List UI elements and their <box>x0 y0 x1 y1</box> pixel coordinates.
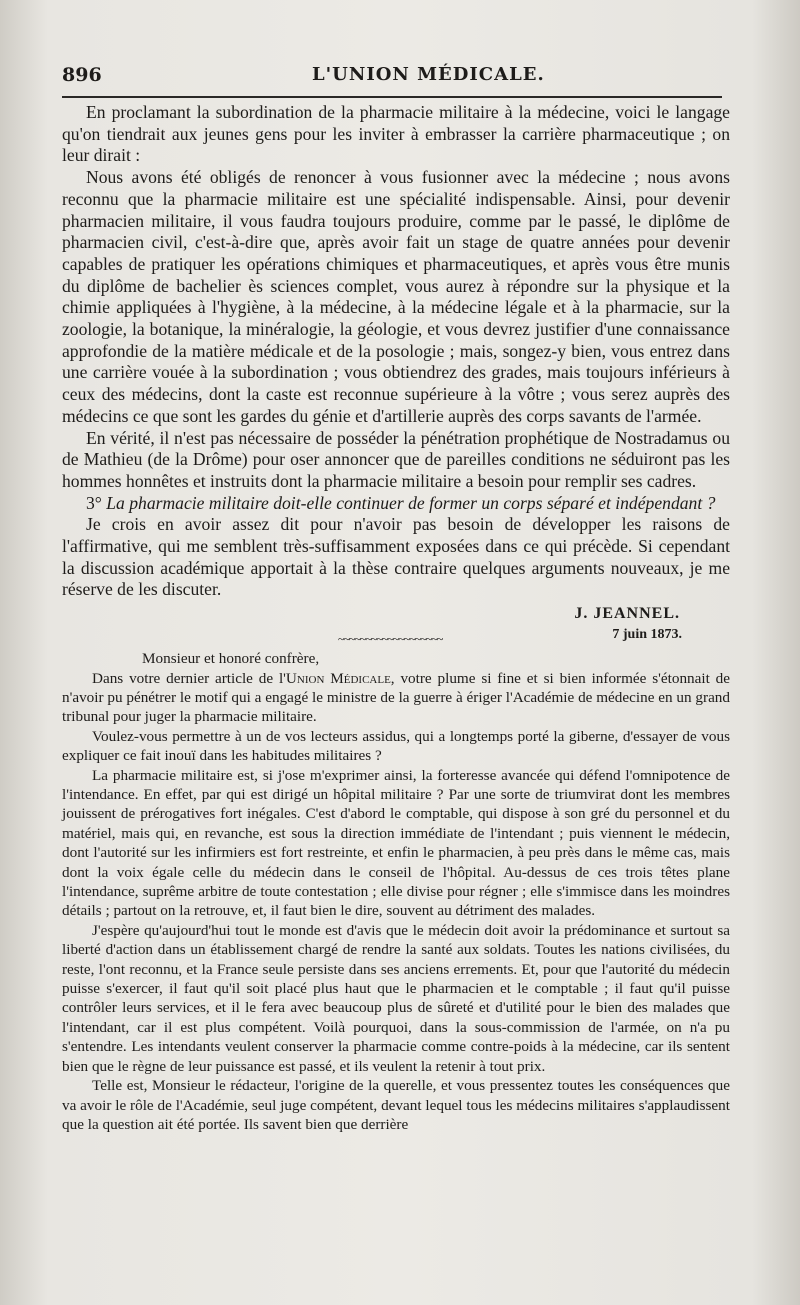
question-number: 3° <box>86 492 102 513</box>
header-rule <box>62 96 722 98</box>
letter <box>62 649 730 1134</box>
paragraph: Nous avons été obligés de renoncer à vous fusionner avec la médecine ; nous avons reconnu que la pharmacie militaire est une spécialité indispensable. Ainsi, pour devenir pharmacien militaire, il vous faudra toujours produire, comme par le passé, le diplôme de pharmacien civil, c'est-à-dire que, après avoir fait un stage de quatre années pour devenir capables de pratiquer les opérations chimiques et pharmaceutiques, et après vous être munis du diplôme de bachelier ès sciences complet, vous aurez à répondre sur la physique et la chimie appliquées à l'hygiène, à la médecine, à la médecine légale et à la pharmacie, sur la zoologie, la botanique, la minéralogie, la géologie, et vous devrez justifier d'une connaissance approfondie de la matière médicale et de la posologie ; mais, songez-y bien, vous entrez dans une carrière vouée à la subordination ; vous obtiendrez des grades, mais toujours inférieurs à ceux des médecins, dont la caste est reconnue supérieure à la vôtre ; vous serez auprès des médecins ce que sont les gardes du génie et d'artillerie auprès des corps savants de l'armée. <box>62 167 730 426</box>
article-part-1 <box>62 102 730 601</box>
page-header <box>62 62 742 92</box>
journal-name: Union Médicale <box>285 669 391 687</box>
letter-date: 7 juin 1873. <box>612 627 682 643</box>
ornament-rule: ~~~~~~~~~~~~~~~~~~~ <box>338 632 443 647</box>
separator <box>62 627 730 649</box>
paragraph: Telle est, Monsieur le rédacteur, l'origine de la querelle, et vous pressentez toutes les conséquences que va avoir le rôle de l'Académie, seul juge compétent, devant lequel tous les médecins militaires s'applaudissent que la question ait été portée. Ils savent bien que derrière <box>62 1077 730 1133</box>
paragraph-fragment: Dans votre dernier article de l' <box>92 669 286 687</box>
page-number: 896 <box>62 64 102 86</box>
paragraph: Voulez-vous permettre à un de vos lecteurs assidus, qui a longtemps porté la giberne, d'essayer de vous expliquer ce fait inouï dans les habitudes militaires ? <box>62 727 730 765</box>
running-title: L'UNION MÉDICALE. <box>312 64 545 85</box>
salutation: Monsieur et honoré confrère, <box>142 650 320 668</box>
paragraph <box>62 669 730 727</box>
paragraph: En proclamant la subordination de la pharmacie militaire à la médecine, voici le langage qu'on tiendrait aux jeunes gens pour les inviter à embrasser la carrière pharmaceutique ; on leur dirait : <box>62 102 730 166</box>
paragraph: En vérité, il n'est pas nécessaire de posséder la pénétration prophétique de Nostradamus ou de Mathieu (de la Drôme) pour oser annoncer que de pareilles conditions ne séduiront pas les hommes honnêtes et instruits dont la pharmacie militaire a besoin pour remplir ses cadres. <box>62 427 730 491</box>
paragraph: Je crois en avoir assez dit pour n'avoir pas besoin de développer les raisons de l'affirmative, qui me semblent très-suffisamment exposées dans ce qui précède. Si cependant la discussion académique apportait à la thèse contraire quelques arguments nouveaux, je me réserve de les discuter. <box>62 514 730 600</box>
question-heading <box>62 493 730 515</box>
question-text: La pharmacie militaire doit-elle continuer de former un corps séparé et indépendant ? <box>106 492 716 513</box>
article-body <box>62 102 730 1134</box>
author-signature: J. JEANNEL. <box>574 605 680 623</box>
paragraph: La pharmacie militaire est, si j'ose m'exprimer ainsi, la forteresse avancée qui défend l'omnipotence de l'intendance. En effet, par qui est dirigé un hôpital militaire ? Par une sorte de triumvirat dont les membres jouissent de prérogatives fort inégales. C'est d'abord le comptable, qui dispose à son gré du personnel et du matériel, mais qui, en revanche, est sous la direction immédiate de l'intendant ; puis viennent le médecin, dont l'autorité sur les infirmiers est fort restreinte, et enfin le pharmacien, à peu près dans le même cas, mais dont la voix égale celle du médecin dans le conseil de l'hôpital. Au-dessus de ces trois têtes plane l'intendance, suprême arbitre de toute contestation ; elle divise pour régner ; elle s'immisce dans les moindres détails ; partout on la retrouve, et, il faut bien le dire, souvent au détriment des malades. <box>62 766 730 920</box>
paragraph-fragment: , votre plume si fine et si bien informée s'étonnait de n'avoir pu pénétrer le motif qui a engagé le ministre de la guerre à ériger l'Académie de médecine en un grand tribunal pour juger la pharmacie militaire. <box>62 669 730 726</box>
paragraph: J'espère qu'aujourd'hui tout le monde est d'avis que le médecin doit avoir la prédominance et surtout sa liberté d'action dans un établissement chargé de rendre la santé aux soldats. Toutes les nations civilisées, du reste, l'ont reconnu, et la France seule persiste dans ses anciens errements. Et, pour que l'autorité du médecin puisse s'exercer, il faut qu'il soit placé plus haut que le pharmacien et le comptable ; il faut qu'il puisse contrôler leurs services, et il le fera avec beaucoup plus de sûreté et d'utilité pour le bien des malades que l'intendant, car il est plus compétent. Voilà pourquoi, dans la sous-commission de l'armée, on n'a pu s'entendre. Les intendants veulent conserver la pharmacie comme contre-poids à la médecine, car ils sentent bien que le règne de leur puissance est passé, et ils veulent la retenir à tout prix. <box>62 921 730 1075</box>
